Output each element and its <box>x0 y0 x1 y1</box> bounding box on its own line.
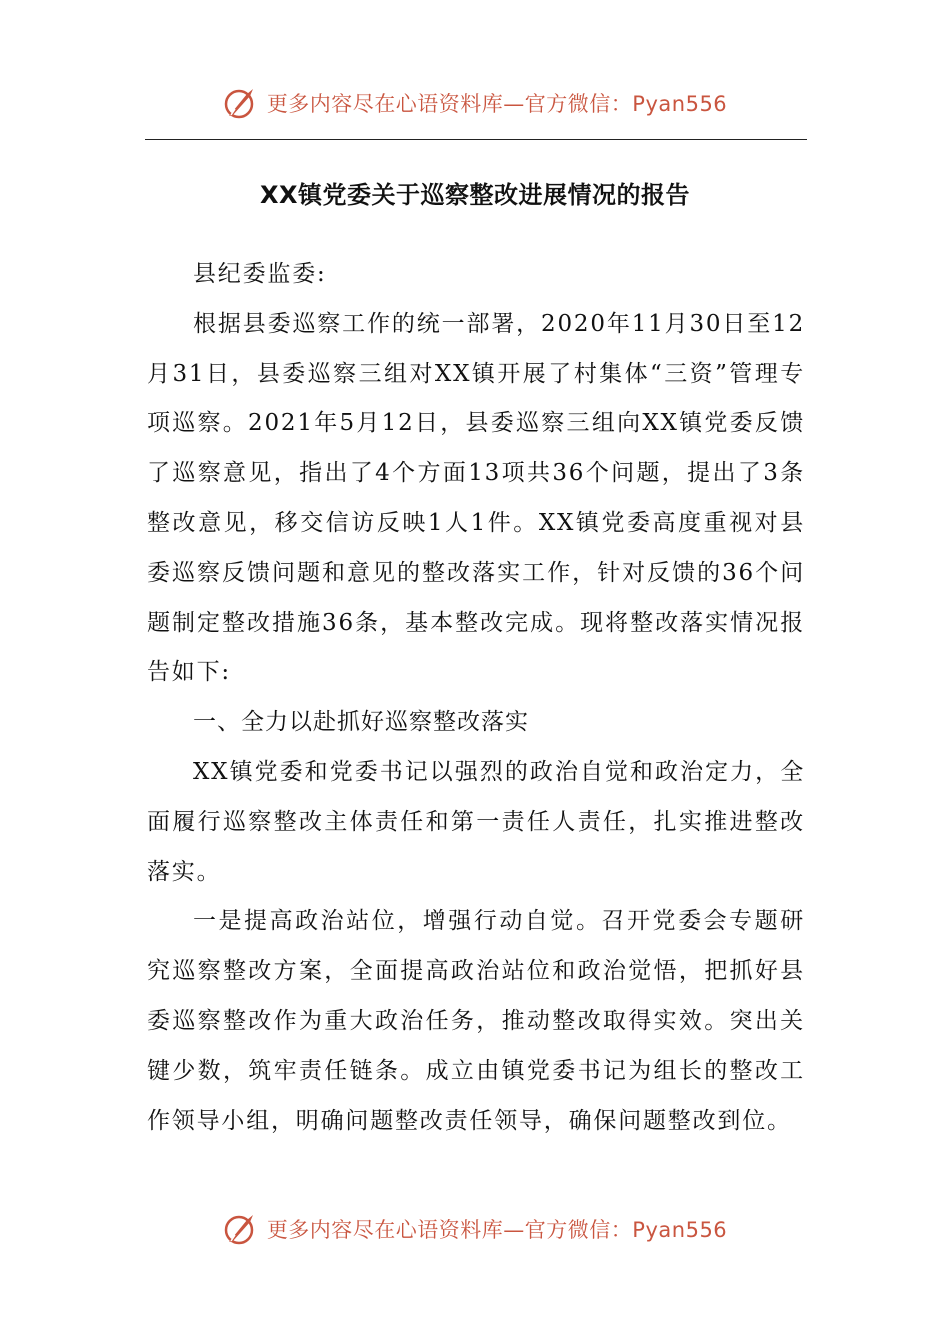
quill-pen-circle-icon <box>223 85 259 121</box>
quill-pen-circle-icon <box>223 1211 259 1247</box>
footer-banner-text: 更多内容尽在心语资料库—官方微信：Pyan556 <box>266 1218 728 1242</box>
document-title: XX镇党委关于巡察整改进展情况的报告 <box>259 181 690 209</box>
document-body <box>147 250 805 1146</box>
header-divider <box>145 139 807 140</box>
paragraph-section-intro: XX镇党委和党委书记以强烈的政治自觉和政治定力，全面履行巡察整改主体责任和第一责任人责任，扎实推进整改落实。 <box>147 758 805 885</box>
salutation: 县纪委监委: <box>193 261 327 287</box>
paragraph-point-one: 一是提高政治站位，增强行动自觉。召开党委会专题研究巡察整改方案，全面提高政治站位和政治觉悟，把抓好县委巡察整改作为重大政治任务，推动整改取得实效。突出关键少数，筑牢责任链条。成立由镇党委书记为组长的整改工作领导小组，明确问题整改责任领导，确保问题整改到位。 <box>147 908 805 1134</box>
paragraph-intro: 根据县委巡察工作的统一部署，2020年11月30日至12月31日，县委巡察三组对XX镇开展了村集体“三资”管理专项巡察。2021年5月12日，县委巡察三组向XX镇党委反馈了巡察意见，指出了4个方面13项共36个问题，提出了3条整改意见，移交信访反映1人1件。XX镇党委高度重视对县委巡察反馈问题和意见的整改落实工作，针对反馈的36个问题制定整改措施36条，基本整改完成。现将整改落实情况报告如下: <box>147 310 805 686</box>
footer-banner <box>0 1209 950 1249</box>
header-banner <box>0 83 950 123</box>
section-heading: 一、全力以赴抓好巡察整改落实 <box>193 709 529 736</box>
header-banner-text: 更多内容尽在心语资料库—官方微信：Pyan556 <box>266 92 728 116</box>
